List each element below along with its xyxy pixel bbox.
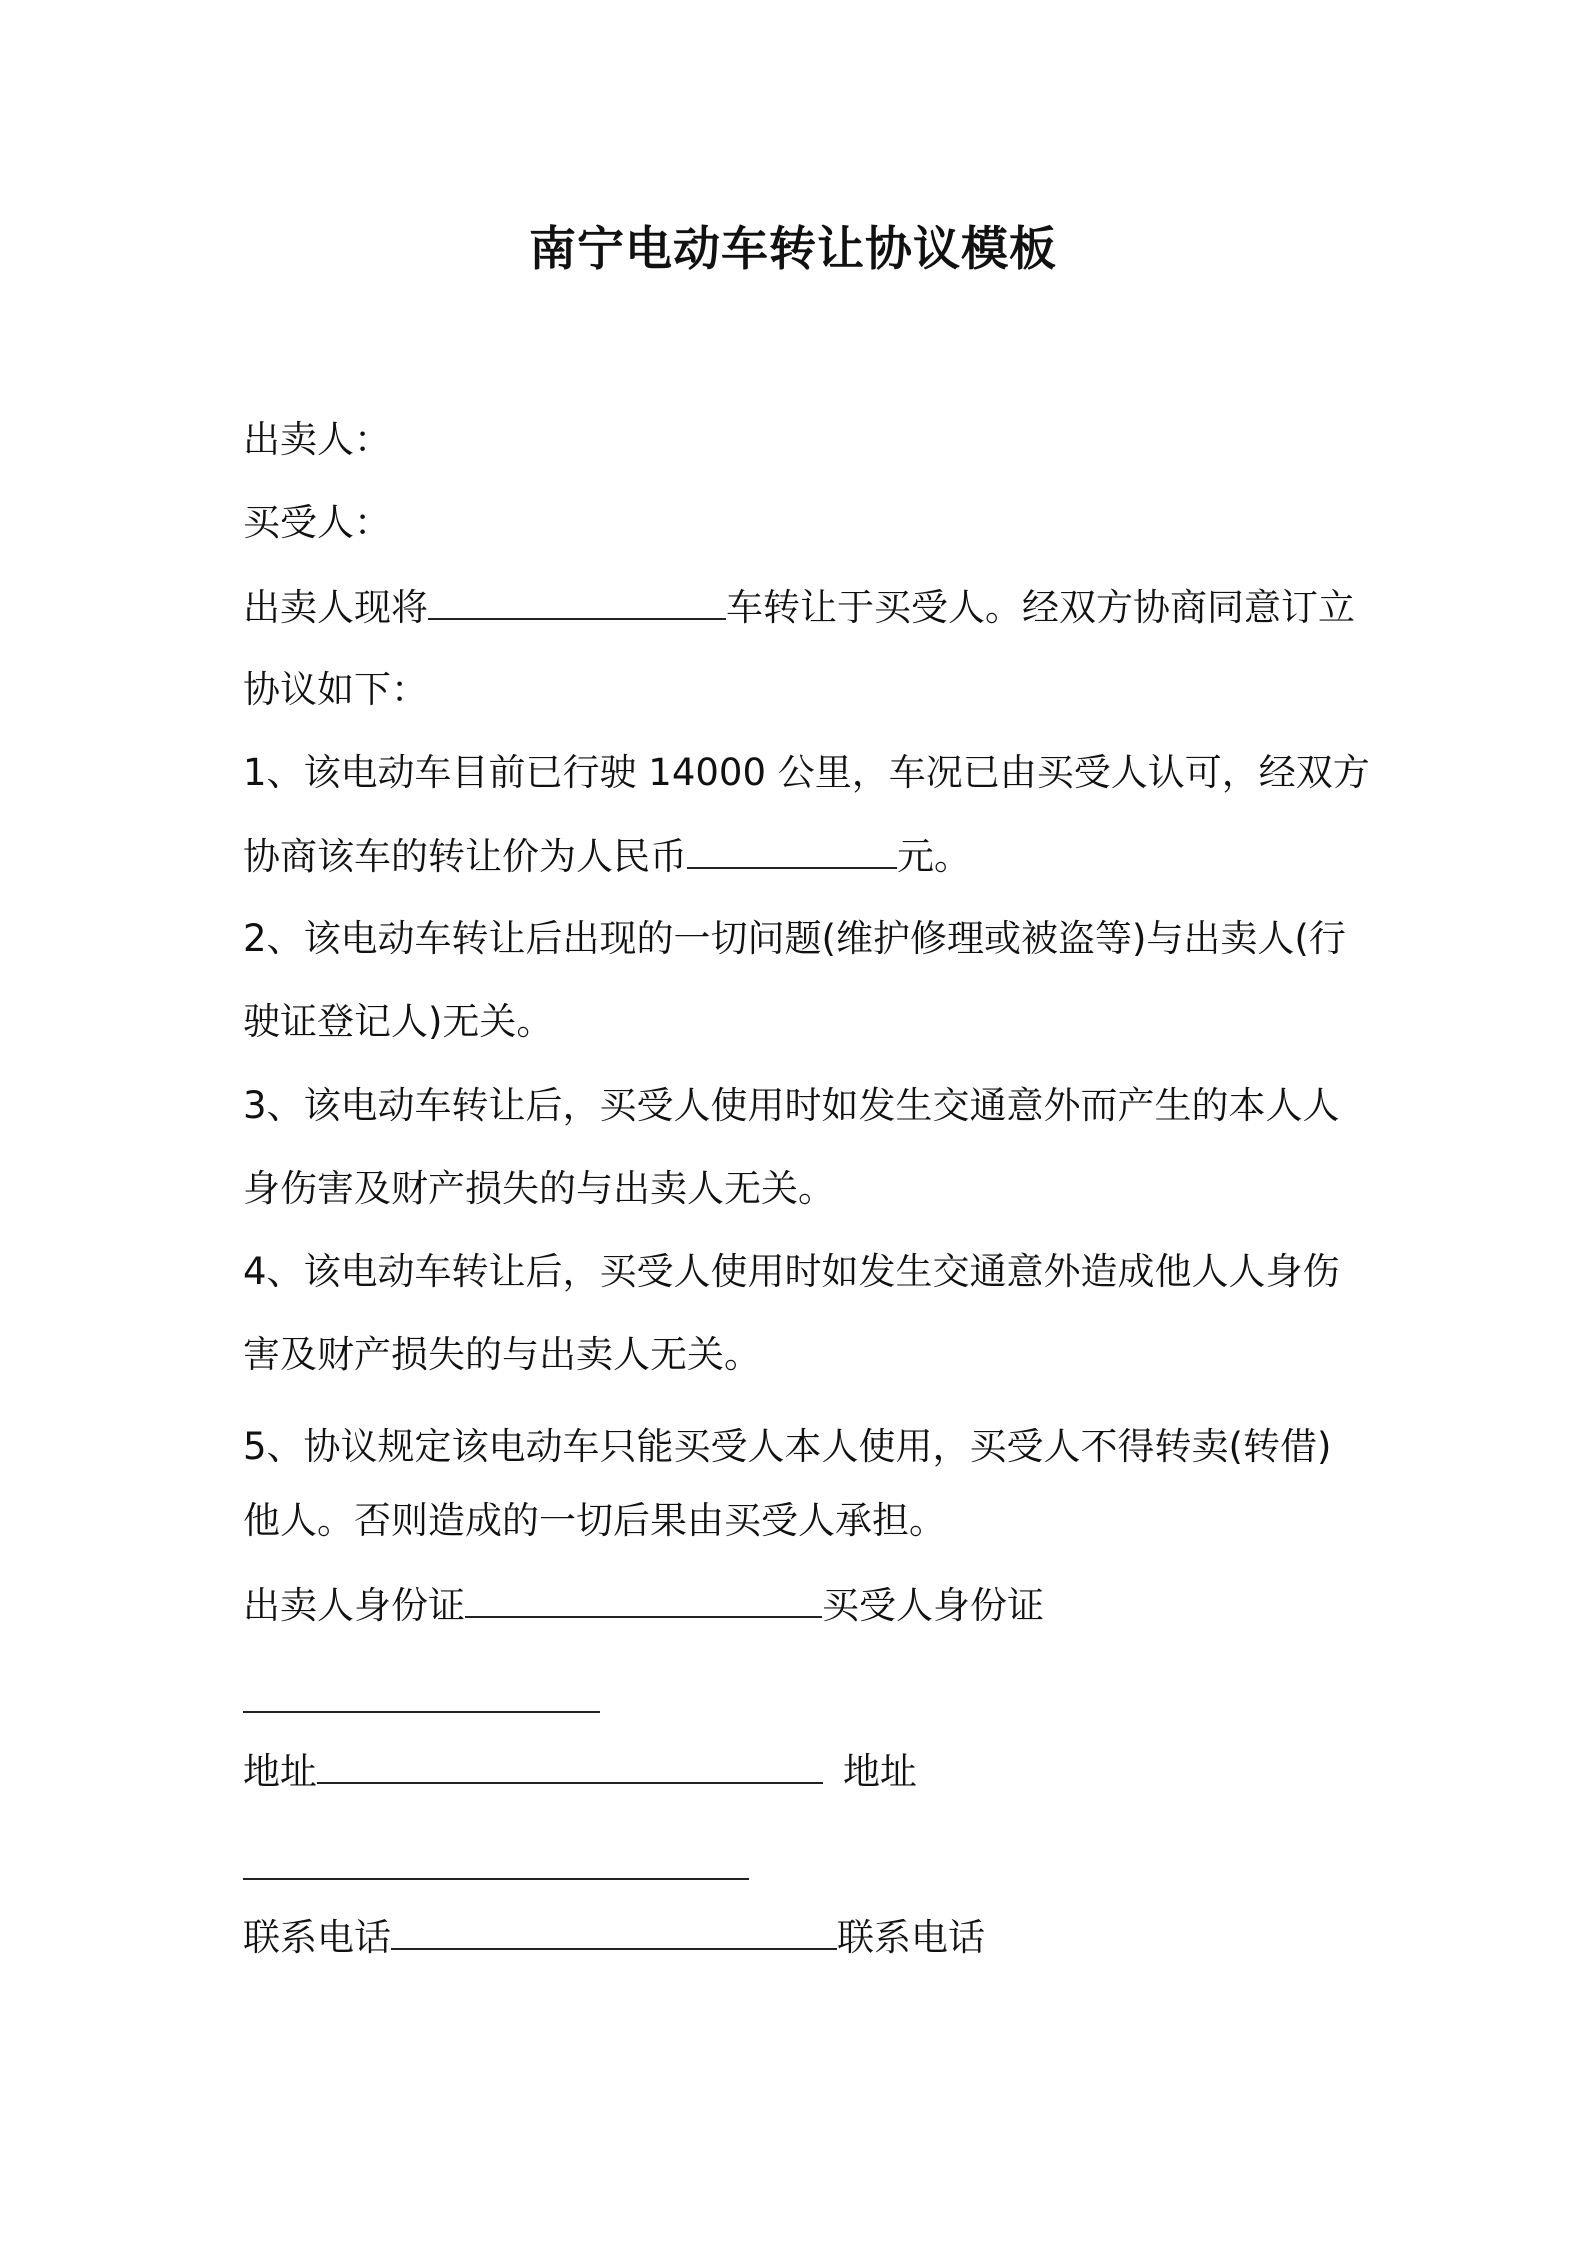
seller-id-blank	[465, 1580, 822, 1618]
clause-1-text-b: 协商该车的转让价为人民币	[243, 835, 687, 878]
clause-2-line-1: 2、该电动车转让后出现的一切问题(维护修理或被盗等)与出卖人(行	[243, 917, 1346, 960]
buyer-address-blank	[243, 1876, 749, 1880]
clause-3-line-2: 身伤害及财产损失的与出卖人无关。	[243, 1167, 835, 1210]
seller-address-blank	[317, 1746, 823, 1784]
clause-5-line-1: 5、协议规定该电动车只能买受人本人使用，买受人不得转卖(转借)	[243, 1425, 1332, 1468]
clause-2-line-2: 驶证登记人)无关。	[243, 1000, 554, 1043]
intro-line-1	[243, 582, 1355, 633]
intro-line-2: 协议如下：	[243, 668, 428, 711]
address-row	[243, 1746, 917, 1797]
clause-1-line-2	[243, 831, 971, 882]
price-blank	[687, 831, 897, 869]
buyer-id-label: 买受人身份证	[822, 1584, 1044, 1627]
clause-4-line-1: 4、该电动车转让后，买受人使用时如发生交通意外造成他人人身伤	[243, 1250, 1340, 1293]
clause-4-line-2: 害及财产损失的与出卖人无关。	[243, 1333, 761, 1376]
clause-5-line-2: 他人。否则造成的一切后果由买受人承担。	[243, 1499, 946, 1542]
seller-phone-blank	[391, 1912, 837, 1950]
seller-id-label: 出卖人身份证	[243, 1584, 465, 1627]
buyer-id-blank	[243, 1709, 600, 1713]
vehicle-blank	[428, 582, 726, 620]
phone-row	[243, 1912, 985, 1963]
clause-1-text-c: 元。	[897, 835, 971, 878]
seller-address-label: 地址	[243, 1750, 317, 1793]
id-row	[243, 1580, 1044, 1631]
clause-3-line-1: 3、该电动车转让后，买受人使用时如发生交通意外而产生的本人人	[243, 1084, 1340, 1127]
buyer-address-label: 地址	[843, 1750, 917, 1793]
intro-text-b: 车转让于买受人。经双方协商同意订立	[726, 586, 1355, 629]
seller-phone-label: 联系电话	[243, 1916, 391, 1959]
document-title: 南宁电动车转让协议模板	[529, 222, 1057, 277]
buyer-phone-label: 联系电话	[837, 1916, 985, 1959]
buyer-label: 买受人：	[243, 501, 391, 544]
clause-1-line-1: 1、该电动车目前已行驶 14000 公里，车况已由买受人认可，经双方	[243, 751, 1370, 794]
intro-text-a: 出卖人现将	[243, 586, 428, 629]
seller-label: 出卖人：	[243, 418, 391, 461]
